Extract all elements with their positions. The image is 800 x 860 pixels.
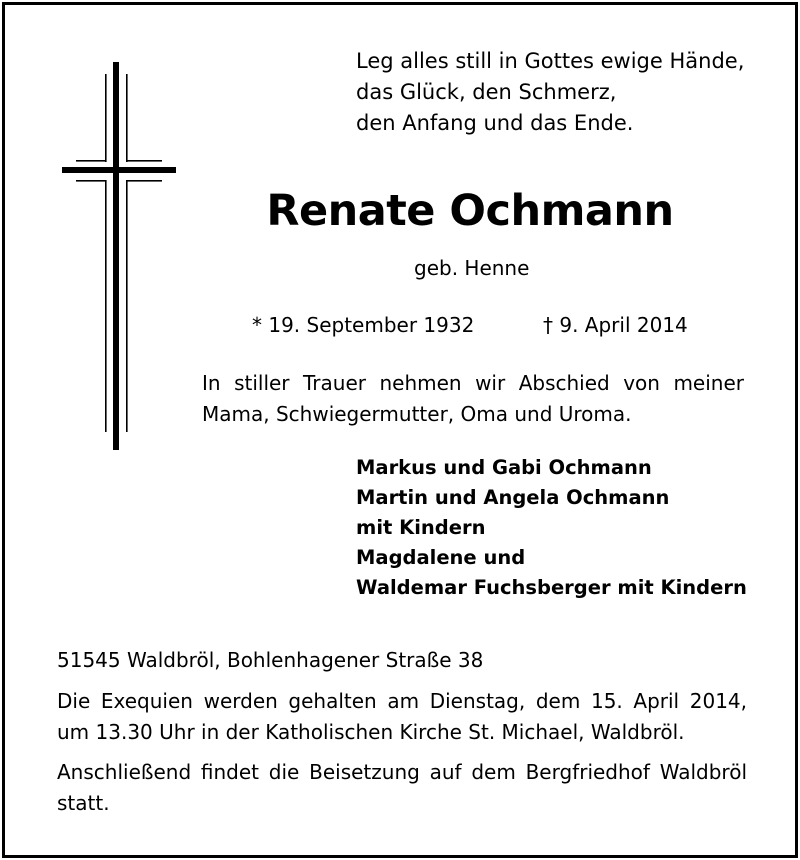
mourner-line: Markus und Gabi Ochmann xyxy=(356,456,652,479)
mourner-line: Magdalene und xyxy=(356,546,526,569)
mourning-intro: In stiller Trauer nehmen wir Abschied von meiner Mama, Schwiegermutter, Oma und Uroma. xyxy=(202,371,744,426)
birth-date: * 19. September 1932 xyxy=(252,313,475,337)
mourner-line: Waldemar Fuchsberger mit Kindern xyxy=(356,576,747,599)
mourner-line: Martin und Angela Ochmann xyxy=(356,486,670,509)
bible-quote xyxy=(356,46,744,139)
quote-line: das Glück, den Schmerz, xyxy=(356,80,617,104)
mourners-list xyxy=(356,453,747,603)
funeral-mass-info: Die Exequien werden gehalten am Dienstag, dem 15. April 2014, um 13.30 Uhr in der Katholischen Kirche St. Michael, Waldbröl. xyxy=(57,689,747,744)
quote-line: Leg alles still in Gottes ewige Hände, xyxy=(356,49,745,73)
burial-info: Anschließend findet die Beisetzung auf dem Bergfriedhof Waldbröl statt. xyxy=(57,760,747,815)
maiden-name: geb. Henne xyxy=(414,256,530,280)
family-address: 51545 Waldbröl, Bohlenhagener Straße 38 xyxy=(57,648,484,672)
latin-cross-icon xyxy=(62,62,176,450)
death-date: † 9. April 2014 xyxy=(543,313,688,337)
mourner-line: mit Kindern xyxy=(356,516,486,539)
quote-line: den Anfang und das Ende. xyxy=(356,111,634,135)
deceased-name: Renate Ochmann xyxy=(266,186,674,236)
